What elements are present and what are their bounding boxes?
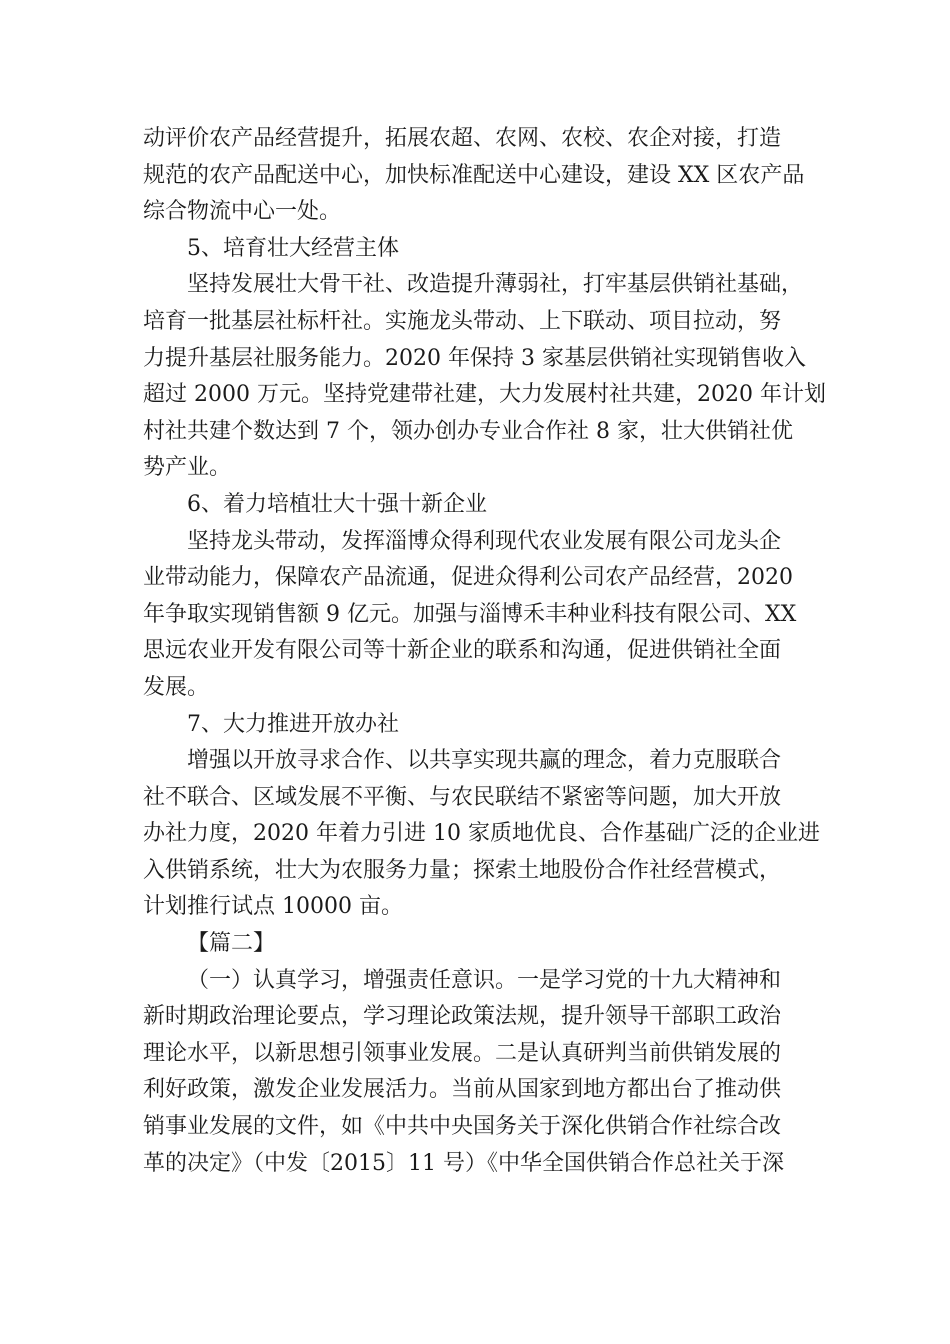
paragraph-first-line: 坚持龙头带动，发挥淄博众得利现代农业发展有限公司龙头企: [187, 528, 782, 554]
text-line: 计划推行试点 10000 亩。: [143, 894, 403, 920]
text-line: 势产业。: [143, 455, 232, 481]
text-line: 综合物流中心一处。: [143, 199, 342, 225]
part-heading: 【篇二】: [187, 931, 276, 957]
text-line: 村社共建个数达到 7 个，领办创办专业合作社 8 家，壮大供销社优: [143, 418, 793, 444]
text-line: 发展。: [143, 674, 210, 700]
text-line: 社不联合、区域发展不平衡、与农民联结不紧密等问题，加大开放: [143, 784, 782, 810]
text-line: 销事业发展的文件，如《中共中央国务关于深化供销合作社综合改: [143, 1114, 782, 1140]
text-line: 思远农业开发有限公司等十新企业的联系和沟通，促进供销社全面: [143, 638, 782, 664]
section-heading: 6、着力培植壮大十强十新企业: [187, 491, 487, 517]
text-line: 超过 2000 万元。坚持党建带社建，大力发展村社共建，2020 年计划: [143, 382, 826, 408]
text-line: 新时期政治理论要点，学习理论政策法规，提升领导干部职工政治: [143, 1004, 782, 1030]
section-heading: 5、培育壮大经营主体: [187, 235, 399, 261]
text-line: 规范的农产品配送中心，加快标准配送中心建设，建设 XX 区农产品: [143, 162, 805, 188]
paragraph-first-line: （一）认真学习，增强责任意识。一是学习党的十九大精神和: [187, 967, 782, 993]
text-line: 革的决定》（中发〔2015〕11 号）《中华全国供销合作总社关于深: [143, 1150, 784, 1176]
document-body: [143, 121, 826, 1182]
paragraph-first-line: 增强以开放寻求合作、以共享实现共赢的理念，着力克服联合: [187, 748, 782, 774]
text-line: 业带动能力，保障农产品流通，促进众得利公司农产品经营，2020: [143, 565, 793, 591]
paragraph-first-line: 坚持发展壮大骨干社、改造提升薄弱社，打牢基层供销社基础，: [187, 272, 804, 298]
text-line: 办社力度，2020 年着力引进 10 家质地优良、合作基础广泛的企业进: [143, 821, 820, 847]
text-line: 理论水平，以新思想引领事业发展。二是认真研判当前供销发展的: [143, 1040, 782, 1066]
text-line: 培育一批基层社标杆社。实施龙头带动、上下联动、项目拉动，努: [143, 308, 782, 334]
text-line: 年争取实现销售额 9 亿元。加强与淄博禾丰种业科技有限公司、XX: [143, 601, 797, 627]
section-heading: 7、大力推进开放办社: [187, 711, 399, 737]
text-line: 力提升基层社服务能力。2020 年保持 3 家基层供销社实现销售收入: [143, 345, 806, 371]
text-line: 利好政策，激发企业发展活力。当前从国家到地方都出台了推动供: [143, 1077, 782, 1103]
text-line: 动评价农产品经营提升，拓展农超、农网、农校、农企对接，打造: [143, 126, 782, 151]
text-line: 入供销系统，壮大为农服务力量；探索土地股份合作社经营模式，: [143, 857, 782, 883]
